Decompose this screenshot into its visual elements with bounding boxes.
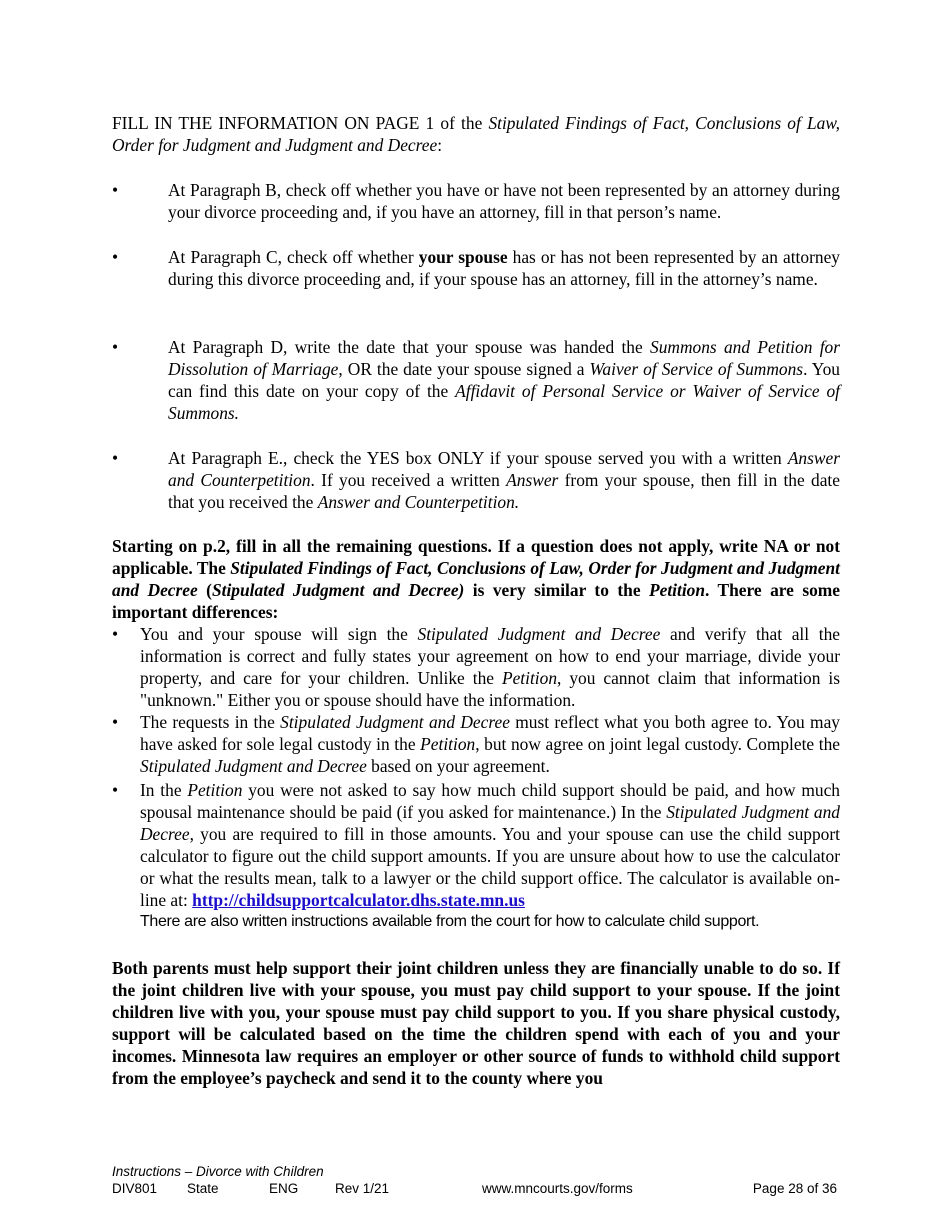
bullet-paragraph-c	[112, 246, 840, 290]
footer-form-id: DIV801	[112, 1181, 158, 1196]
bullet-text: The requests in the Stipulated Judgment and Decree must reflect what you both agree to. You may have asked for sole legal custody in the Petition, but now agree on joint legal custody. Complete the Stipulated Judgment and Decree based on your agreement.	[140, 712, 840, 776]
footer-title: Instructions – Divorce with Children	[112, 1164, 324, 1179]
intro-colon: :	[437, 135, 443, 155]
bullet-icon: •	[112, 780, 119, 800]
bullet-icon: •	[112, 624, 119, 644]
bullet-text: In the Petition you were not asked to say how much child support should be paid, and how much spousal maintenance should be paid (if you asked for maintenance.) In the Stipulated Judgment and Decree, you are required to fill in those amounts. You and your spouse can use the child support calculator to figure out the child support amounts. If you are unsure about how to use the calculator or what the results mean, talk to a lawyer or the child support office. The calculator is available on-line at: http://childsupportcalculator.dhs.state.mn.us There are also written instructions available from the court for how to calculate child support.	[140, 779, 840, 933]
difference-item-support	[112, 779, 840, 933]
bullet-icon: •	[112, 448, 119, 468]
emphasis-your-spouse: your spouse	[418, 247, 508, 267]
footer-page-number: Page 28 of 36	[752, 1181, 837, 1196]
intro-paragraph	[112, 112, 840, 156]
written-instructions-note: There are also written instructions available from the court for how to calculate child support.	[140, 913, 760, 930]
bullet-paragraph-b	[112, 179, 840, 223]
bullet-text: At Paragraph C, check off whether your spouse has or has not been represented by an attorney during this divorce proceeding and, if your spouse has an attorney, fill in the attorney’s name.	[168, 247, 840, 289]
both-parents-paragraph: Both parents must help support their joint children unless they are financially unable to do so. If the joint children live with your spouse, you must pay child support to your spouse. If the joint children live with you, your spouse must pay child support to you. If you share physical custody, support will be calculated based on the time the children spend with each of you and your incomes. Minnesota law requires an employer or other source of funds to withhold child support from the employee’s paycheck and send it to the county where you	[112, 958, 840, 1088]
footer-language: ENG	[269, 1181, 299, 1196]
bullet-icon: •	[112, 180, 119, 200]
bullet-text: At Paragraph B, check off whether you have or have not been represented by an attorney during your divorce proceeding and, if you have an attorney, fill in that person’s name.	[168, 180, 840, 222]
bullet-icon: •	[112, 247, 119, 267]
footer-website: www.mncourts.gov/forms	[482, 1181, 633, 1196]
difference-item-sign	[112, 623, 840, 711]
footer-revision: Rev 1/21	[335, 1181, 390, 1196]
bullet-paragraph-e	[112, 447, 840, 513]
page-footer	[112, 1163, 840, 1197]
bullet-paragraph-d	[112, 336, 840, 424]
footer-row	[112, 1180, 840, 1197]
difference-item-requests	[112, 711, 840, 777]
bullet-text: You and your spouse will sign the Stipulated Judgment and Decree and verify that all the information is correct and fully states your agreement on how to end your marriage, divide your property, and care for your children. Unlike the Petition, you cannot claim that information is "unknown." Either you or spouse should have the information.	[140, 624, 840, 710]
child-support-calculator-link[interactable]: http://childsupportcalculator.dhs.state.mn.us	[192, 890, 525, 910]
intro-lead: FILL IN THE INFORMATION ON PAGE 1 of the	[112, 113, 489, 133]
starting-instructions: Starting on p.2, fill in all the remaining questions. If a question does not apply, write NA or not applicable. The Stipulated Findings of Fact, Conclusions of Law, Order for Judgment and Judgment and Decree (Stipulated Judgment and Decree) is very similar to the Petition. There are some important differences:	[112, 536, 841, 622]
footer-scope: State	[187, 1181, 219, 1196]
bullet-icon: •	[112, 337, 119, 357]
form-title: Stipulated Findings of Fact, Conclusions of Law, Order for Judgment and Judgment and Decree	[112, 113, 840, 155]
bullet-text: At Paragraph D, write the date that your spouse was handed the Summons and Petition for Dissolution of Marriage, OR the date your spouse signed a Waiver of Service of Summons. You can find this date on your copy of the Affidavit of Personal Service or Waiver of Service of Summons.	[168, 337, 840, 423]
bullet-text: At Paragraph E., check the YES box ONLY if your spouse served you with a written Answer and Counterpetition. If you received a written Answer from your spouse, then fill in the date that you received the Answer and Counterpetition.	[168, 448, 840, 512]
bullet-icon: •	[112, 712, 119, 732]
